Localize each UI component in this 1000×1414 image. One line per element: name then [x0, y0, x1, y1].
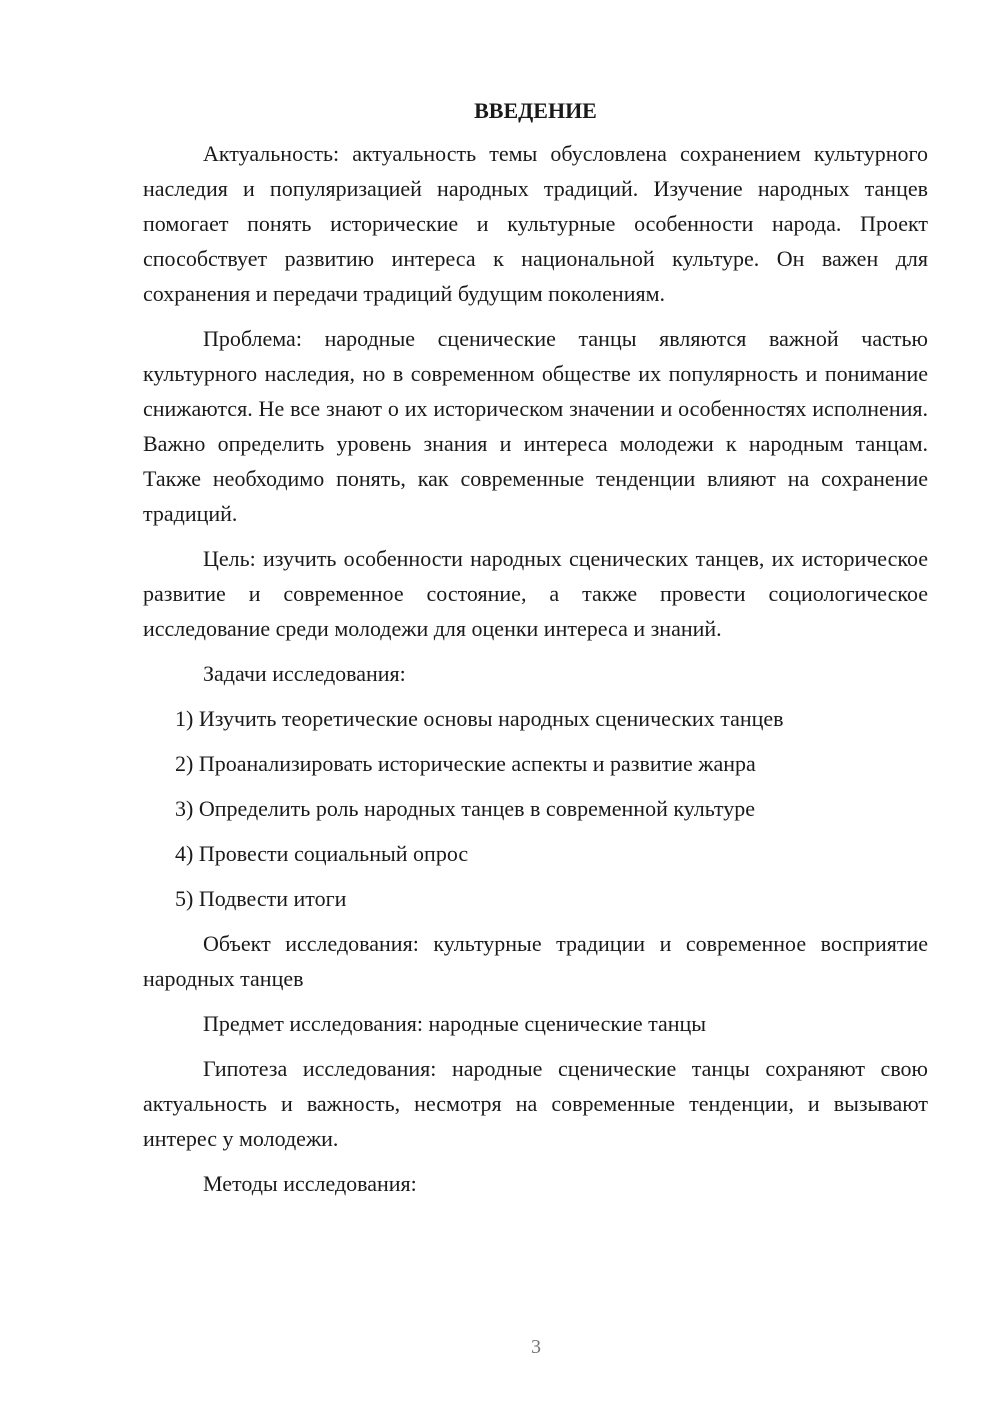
- methods-heading: Методы исследования:: [203, 1171, 417, 1196]
- tasks-heading: Задачи исследования:: [203, 661, 406, 686]
- subject-paragraph: Предмет исследования: народные сценические танцы: [203, 1011, 707, 1036]
- relevance-paragraph: Актуальность: актуальность темы обусловлена сохранением культурного наследия и популяризацией народных традиций. Изучение народных танцев помогает понять исторические и культурные особенности народа. Проект способствует развитию интереса к национальной культуре. Он важен для сохранения и передачи традиций будущим поколениям.: [143, 141, 928, 306]
- page-title: ВВЕДЕНИЕ: [474, 98, 597, 123]
- object-paragraph: Объект исследования: культурные традиции и современное восприятие народных танцев: [143, 931, 928, 991]
- task-item: 4) Провести социальный опрос: [175, 841, 469, 866]
- task-item: 2) Проанализировать исторические аспекты и развитие жанра: [175, 751, 756, 776]
- task-item: 5) Подвести итоги: [175, 886, 347, 911]
- page-content: [143, 96, 928, 1211]
- task-item: 1) Изучить теоретические основы народных сценических танцев: [175, 706, 784, 731]
- tasks-list: [143, 701, 928, 916]
- problem-paragraph: Проблема: народные сценические танцы являются важной частью культурного наследия, но в современном обществе их популярность и понимание снижаются. Не все знают о их историческом значении и особенностях исполнения. Важно определить уровень знания и интереса молодежи к народным танцам. Также необходимо понять, как современные тенденции влияют на сохранение традиций.: [143, 326, 928, 526]
- page-number: 3: [531, 1336, 541, 1358]
- hypothesis-paragraph: Гипотеза исследования: народные сценические танцы сохраняют свою актуальность и важность, несмотря на современные тенденции, и вызывают интерес у молодежи.: [143, 1056, 928, 1151]
- goal-paragraph: Цель: изучить особенности народных сценических танцев, их историческое развитие и современное состояние, а также провести социологическое исследование среди молодежи для оценки интереса и знаний.: [143, 546, 928, 641]
- task-item: 3) Определить роль народных танцев в современной культуре: [175, 796, 756, 821]
